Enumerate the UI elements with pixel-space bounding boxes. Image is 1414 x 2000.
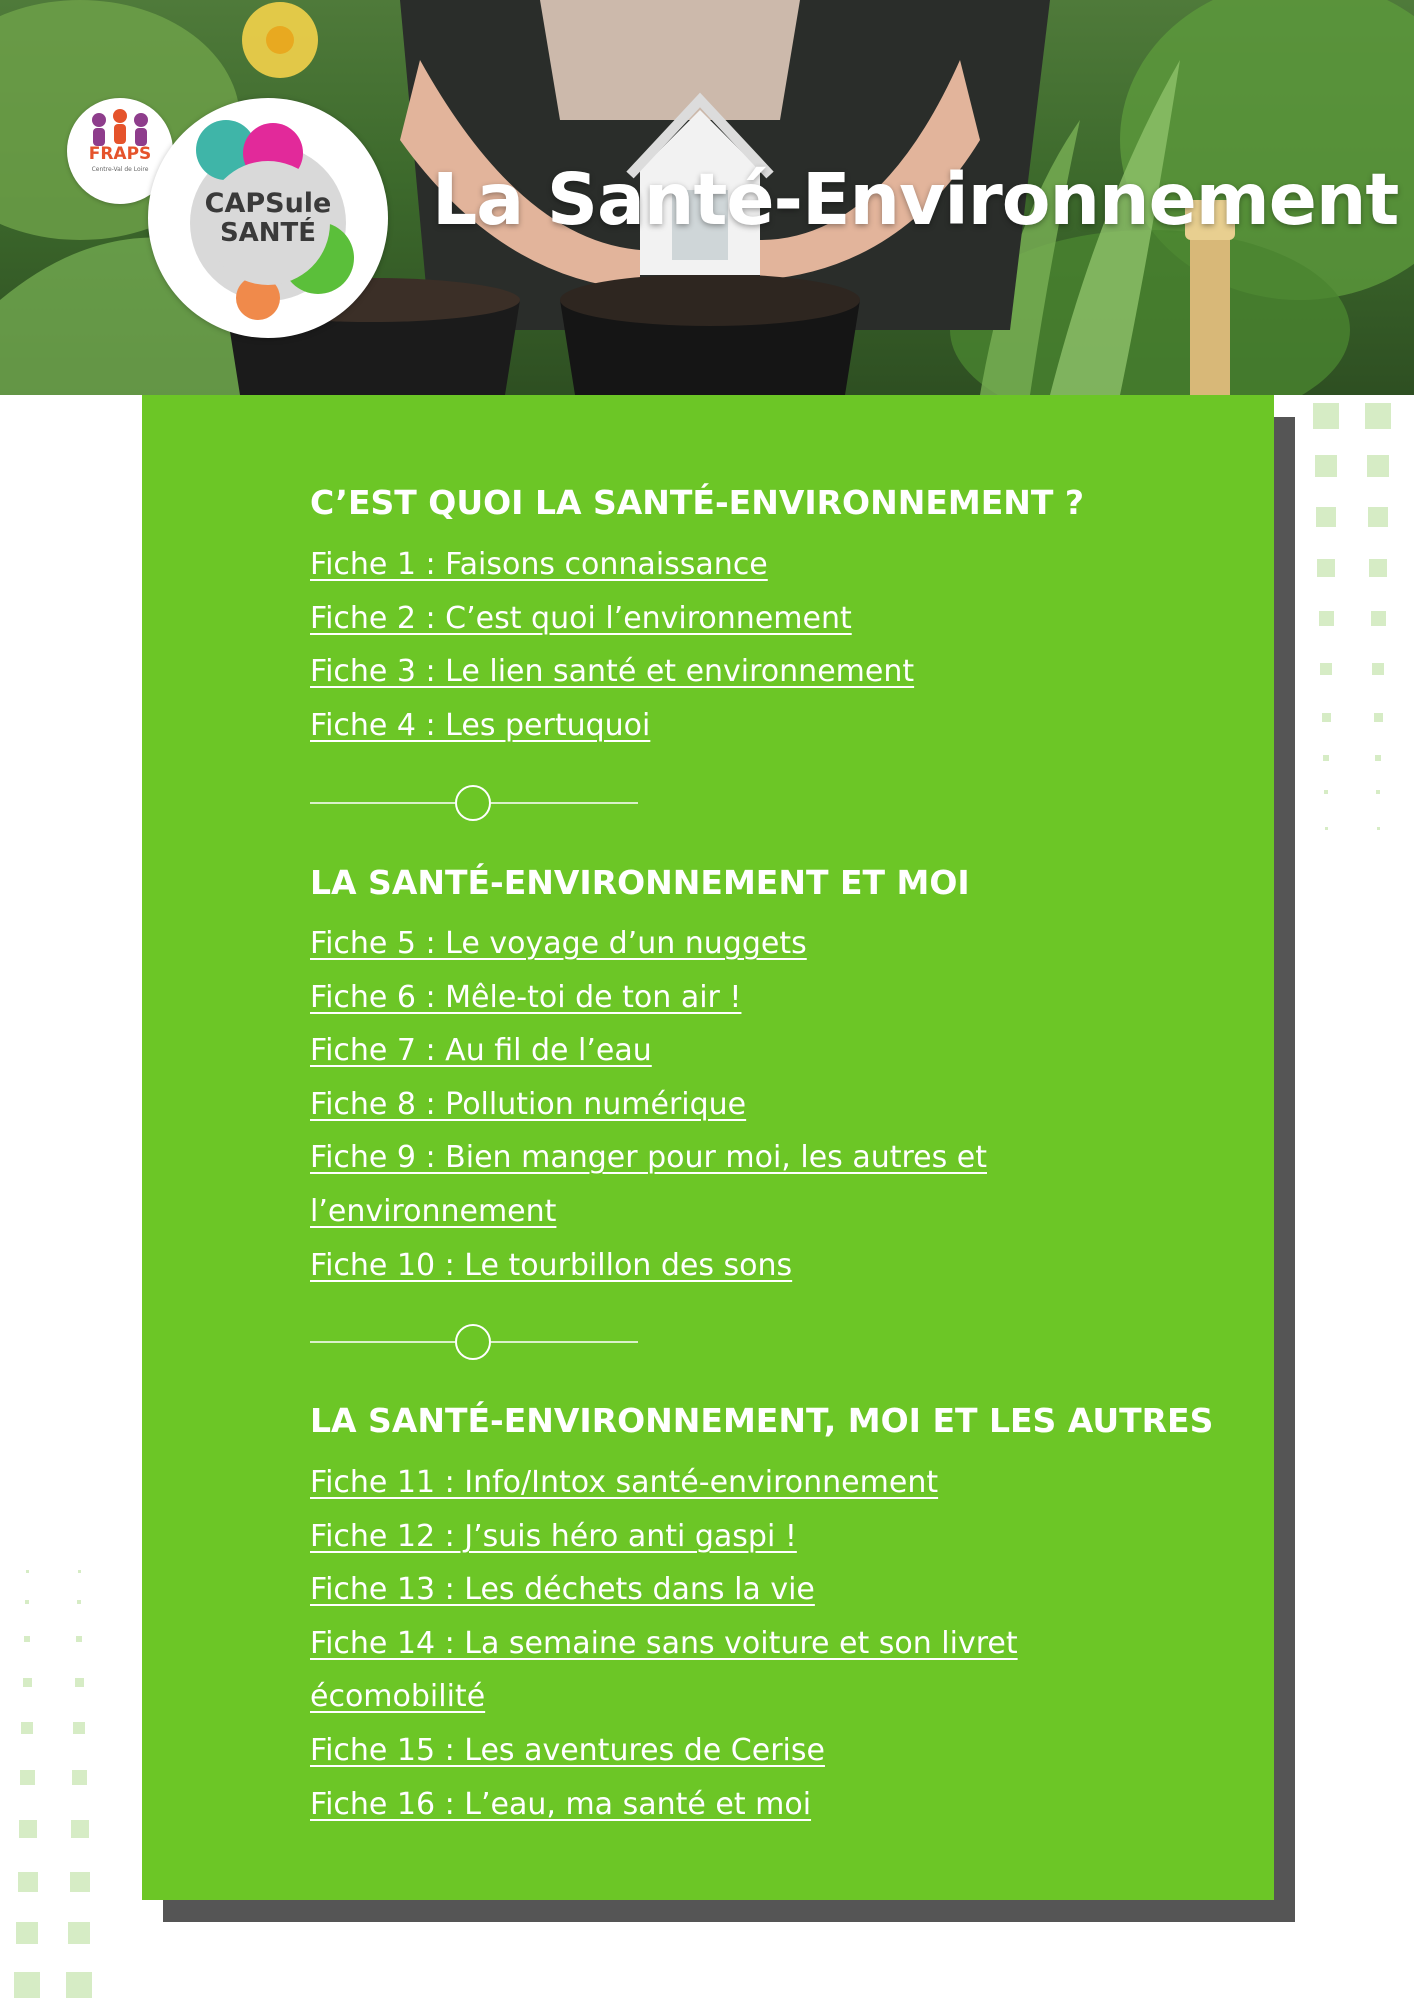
fiche-link-9[interactable]: Fiche 9 : Bien manger pour moi, les autres et (310, 1140, 987, 1175)
fiche-link-13[interactable]: Fiche 13 : Les déchets dans la vie (310, 1572, 815, 1607)
header-photo (0, 0, 1414, 395)
section-heading-2: LA SANTÉ-ENVIRONNEMENT ET MOI (310, 863, 970, 902)
page-title: La Santé-Environnement (432, 158, 1399, 241)
capsule-logo-line2: SANTÉ (219, 218, 317, 248)
dot-pattern-right (1300, 395, 1414, 845)
fiche-link-8[interactable]: Fiche 8 : Pollution numérique (310, 1087, 747, 1122)
fiche-link-4[interactable]: Fiche 4 : Les pertuquoi (310, 708, 651, 743)
dot-pattern-left (0, 1560, 110, 2000)
section-heading-3: LA SANTÉ-ENVIRONNEMENT, MOI ET LES AUTRES (310, 1401, 1214, 1440)
fiche-link-2[interactable]: Fiche 2 : C’est quoi l’environnement (310, 601, 852, 636)
fiche-link-3[interactable]: Fiche 3 : Le lien santé et environnement (310, 654, 915, 689)
section-divider-2 (310, 1322, 640, 1362)
capsule-sante-logo (148, 98, 388, 338)
fiche-link-14[interactable]: Fiche 14 : La semaine sans voiture et son livret (310, 1626, 1018, 1661)
fiche-link-6[interactable]: Fiche 6 : Mêle-toi de ton air ! (310, 980, 742, 1015)
fraps-subtitle: Centre-Val de Loire (91, 166, 149, 173)
fraps-name: FRAPS (88, 144, 152, 164)
section-divider-1 (310, 783, 640, 823)
fiche-link-7[interactable]: Fiche 7 : Au fil de l’eau (310, 1033, 652, 1068)
fiche-link-15[interactable]: Fiche 15 : Les aventures de Cerise (310, 1733, 825, 1768)
fiche-link-14-continued[interactable]: écomobilité (310, 1679, 486, 1714)
fiche-link-10[interactable]: Fiche 10 : Le tourbillon des sons (310, 1248, 793, 1283)
fiche-link-11[interactable]: Fiche 11 : Info/Intox santé-environnement (310, 1465, 939, 1500)
fiche-link-5[interactable]: Fiche 5 : Le voyage d’un nuggets (310, 926, 807, 961)
fiche-link-16[interactable]: Fiche 16 : L’eau, ma santé et moi (310, 1787, 812, 1822)
fiche-link-9-continued[interactable]: l’environnement (310, 1194, 557, 1229)
capsule-logo-line1: CAPSule (204, 188, 332, 219)
fiche-link-1[interactable]: Fiche 1 : Faisons connaissance (310, 547, 768, 582)
fiche-link-12[interactable]: Fiche 12 : J’suis héro anti gaspi ! (310, 1519, 797, 1554)
section-heading-1: C’EST QUOI LA SANTÉ-ENVIRONNEMENT ? (310, 483, 1085, 522)
